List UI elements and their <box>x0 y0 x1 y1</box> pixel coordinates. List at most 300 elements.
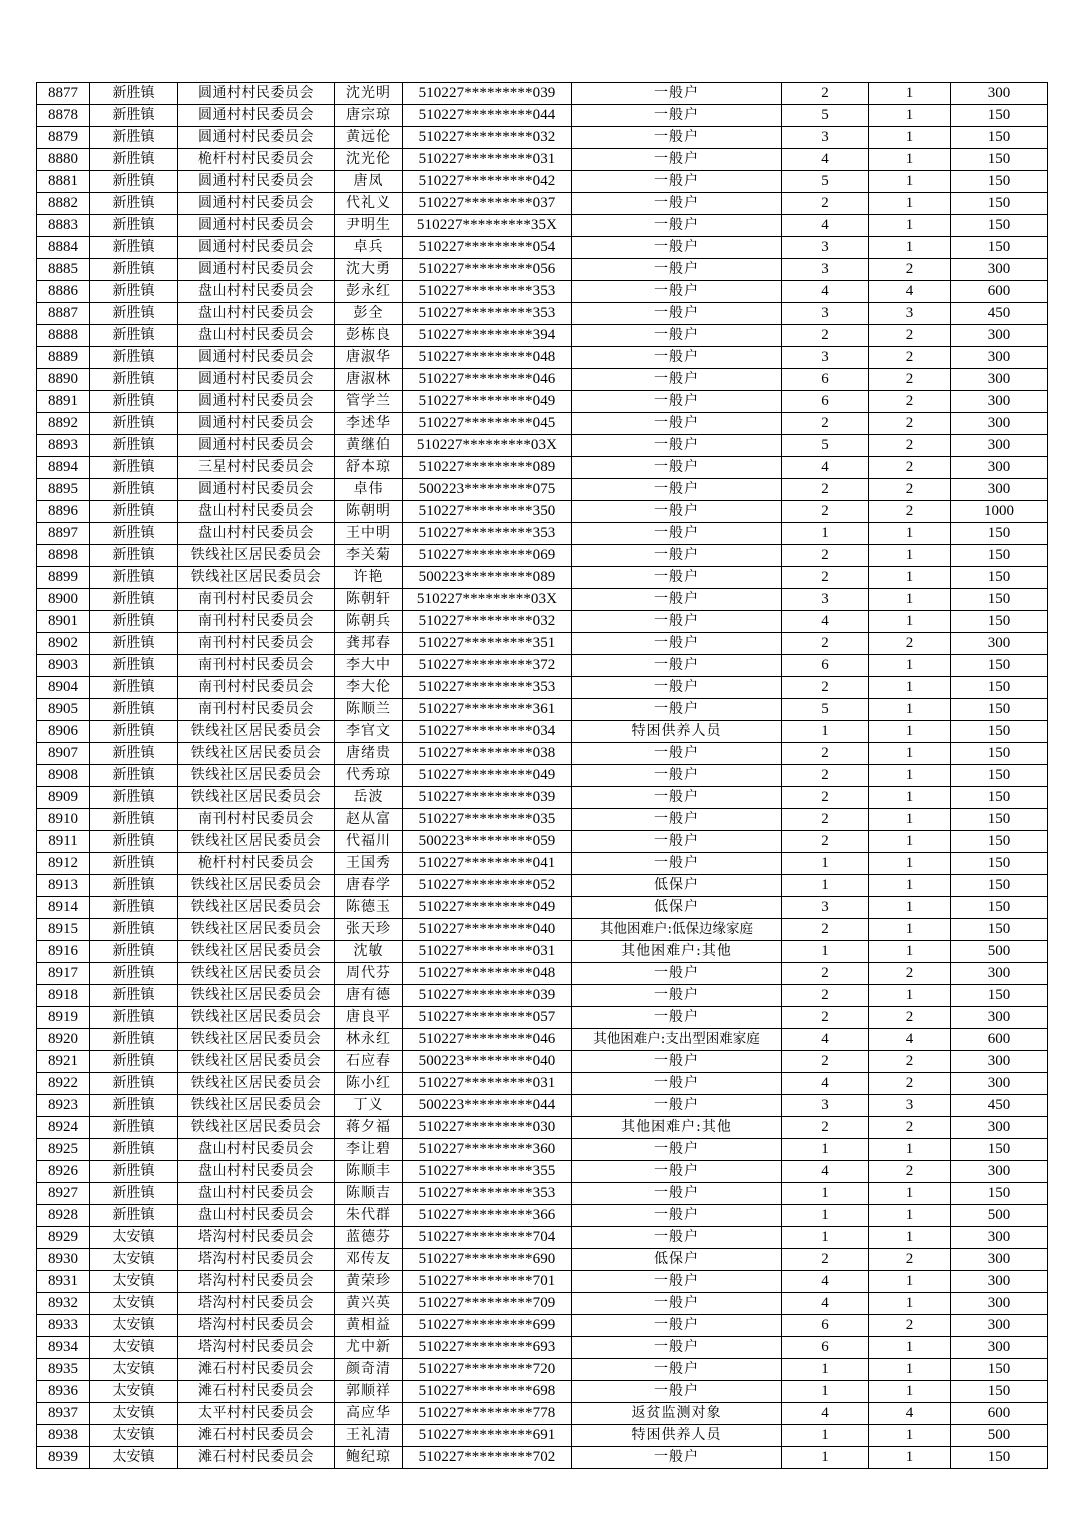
household-size-cell: 2 <box>782 501 869 523</box>
name-cell: 李让碧 <box>335 1139 403 1161</box>
household-size-cell: 2 <box>782 765 869 787</box>
id-number-cell: 510227*********048 <box>403 963 572 985</box>
household-type-cell: 一般户 <box>572 501 782 523</box>
amount-cell: 300 <box>951 963 1048 985</box>
id-number-cell: 510227*********353 <box>403 303 572 325</box>
household-type-cell: 一般户 <box>572 457 782 479</box>
row-number-cell: 8926 <box>37 1161 90 1183</box>
aided-persons-cell: 1 <box>869 809 951 831</box>
aided-persons-cell: 2 <box>869 1117 951 1139</box>
row-number-cell: 8905 <box>37 699 90 721</box>
household-type-cell: 一般户 <box>572 963 782 985</box>
table-row <box>37 237 1048 259</box>
town-cell: 新胜镇 <box>90 281 178 303</box>
name-cell: 李大伦 <box>335 677 403 699</box>
town-cell: 新胜镇 <box>90 1161 178 1183</box>
household-size-cell: 4 <box>782 281 869 303</box>
committee-cell: 铁线社区居民委员会 <box>178 1073 335 1095</box>
household-size-cell: 1 <box>782 1139 869 1161</box>
row-number-cell: 8893 <box>37 435 90 457</box>
committee-cell: 圆通村村民委员会 <box>178 171 335 193</box>
table-row <box>37 1007 1048 1029</box>
household-size-cell: 4 <box>782 1029 869 1051</box>
household-type-cell: 一般户 <box>572 611 782 633</box>
aided-persons-cell: 2 <box>869 347 951 369</box>
table-row <box>37 1095 1048 1117</box>
amount-cell: 300 <box>951 347 1048 369</box>
id-number-cell: 500223*********075 <box>403 479 572 501</box>
aided-persons-cell: 4 <box>869 281 951 303</box>
row-number-cell: 8912 <box>37 853 90 875</box>
table-row <box>37 149 1048 171</box>
id-number-cell: 510227*********353 <box>403 677 572 699</box>
town-cell: 新胜镇 <box>90 677 178 699</box>
household-size-cell: 1 <box>782 941 869 963</box>
committee-cell: 圆通村村民委员会 <box>178 259 335 281</box>
name-cell: 唐良平 <box>335 1007 403 1029</box>
amount-cell: 450 <box>951 303 1048 325</box>
id-number-cell: 510227*********031 <box>403 1073 572 1095</box>
table-row <box>37 699 1048 721</box>
amount-cell: 150 <box>951 809 1048 831</box>
id-number-cell: 510227*********041 <box>403 853 572 875</box>
row-number-cell: 8939 <box>37 1447 90 1469</box>
table-row <box>37 303 1048 325</box>
town-cell: 新胜镇 <box>90 963 178 985</box>
id-number-cell: 510227*********709 <box>403 1293 572 1315</box>
id-number-cell: 510227*********361 <box>403 699 572 721</box>
amount-cell: 150 <box>951 523 1048 545</box>
household-type-cell: 一般户 <box>572 1359 782 1381</box>
household-type-cell: 一般户 <box>572 523 782 545</box>
committee-cell: 圆通村村民委员会 <box>178 369 335 391</box>
aided-persons-cell: 1 <box>869 1337 951 1359</box>
committee-cell: 圆通村村民委员会 <box>178 413 335 435</box>
row-number-cell: 8882 <box>37 193 90 215</box>
aided-persons-cell: 1 <box>869 215 951 237</box>
household-size-cell: 2 <box>782 193 869 215</box>
id-number-cell: 510227*********693 <box>403 1337 572 1359</box>
amount-cell: 1000 <box>951 501 1048 523</box>
name-cell: 尤中新 <box>335 1337 403 1359</box>
name-cell: 代秀琼 <box>335 765 403 787</box>
aided-persons-cell: 2 <box>869 1249 951 1271</box>
household-type-cell: 一般户 <box>572 215 782 237</box>
table-row <box>37 281 1048 303</box>
name-cell: 黄相益 <box>335 1315 403 1337</box>
name-cell: 黄远伦 <box>335 127 403 149</box>
row-number-cell: 8886 <box>37 281 90 303</box>
committee-cell: 铁线社区居民委员会 <box>178 567 335 589</box>
committee-cell: 圆通村村民委员会 <box>178 105 335 127</box>
id-number-cell: 510227*********030 <box>403 1117 572 1139</box>
aided-persons-cell: 1 <box>869 1205 951 1227</box>
amount-cell: 150 <box>951 853 1048 875</box>
name-cell: 李官文 <box>335 721 403 743</box>
household-size-cell: 1 <box>782 875 869 897</box>
committee-cell: 铁线社区居民委员会 <box>178 545 335 567</box>
id-number-cell: 510227*********032 <box>403 611 572 633</box>
town-cell: 新胜镇 <box>90 765 178 787</box>
table-row <box>37 897 1048 919</box>
row-number-cell: 8916 <box>37 941 90 963</box>
name-cell: 陈朝兵 <box>335 611 403 633</box>
household-size-cell: 3 <box>782 589 869 611</box>
household-size-cell: 3 <box>782 237 869 259</box>
committee-cell: 塔沟村村民委员会 <box>178 1227 335 1249</box>
name-cell: 彭全 <box>335 303 403 325</box>
id-number-cell: 510227*********046 <box>403 1029 572 1051</box>
name-cell: 沈大勇 <box>335 259 403 281</box>
household-type-cell: 一般户 <box>572 1447 782 1469</box>
id-number-cell: 510227*********045 <box>403 413 572 435</box>
row-number-cell: 8933 <box>37 1315 90 1337</box>
town-cell: 新胜镇 <box>90 875 178 897</box>
committee-cell: 盘山村村民委员会 <box>178 325 335 347</box>
name-cell: 代福川 <box>335 831 403 853</box>
name-cell: 黄继伯 <box>335 435 403 457</box>
amount-cell: 300 <box>951 1271 1048 1293</box>
row-number-cell: 8883 <box>37 215 90 237</box>
table-row <box>37 985 1048 1007</box>
table-row <box>37 1293 1048 1315</box>
name-cell: 卓伟 <box>335 479 403 501</box>
table-row <box>37 1205 1048 1227</box>
name-cell: 沈光伦 <box>335 149 403 171</box>
row-number-cell: 8877 <box>37 83 90 105</box>
aided-persons-cell: 4 <box>869 1403 951 1425</box>
household-size-cell: 1 <box>782 1359 869 1381</box>
town-cell: 新胜镇 <box>90 1073 178 1095</box>
committee-cell: 铁线社区居民委员会 <box>178 919 335 941</box>
town-cell: 太安镇 <box>90 1425 178 1447</box>
row-number-cell: 8879 <box>37 127 90 149</box>
table-row <box>37 611 1048 633</box>
row-number-cell: 8899 <box>37 567 90 589</box>
row-number-cell: 8915 <box>37 919 90 941</box>
name-cell: 陈顺兰 <box>335 699 403 721</box>
town-cell: 新胜镇 <box>90 303 178 325</box>
table-row <box>37 963 1048 985</box>
household-size-cell: 2 <box>782 743 869 765</box>
name-cell: 唐凤 <box>335 171 403 193</box>
aided-persons-cell: 1 <box>869 105 951 127</box>
town-cell: 新胜镇 <box>90 325 178 347</box>
id-number-cell: 510227*********355 <box>403 1161 572 1183</box>
table-row <box>37 1249 1048 1271</box>
id-number-cell: 510227*********351 <box>403 633 572 655</box>
id-number-cell: 510227*********031 <box>403 941 572 963</box>
household-type-cell: 一般户 <box>572 633 782 655</box>
amount-cell: 300 <box>951 1315 1048 1337</box>
committee-cell: 盘山村村民委员会 <box>178 1205 335 1227</box>
amount-cell: 150 <box>951 237 1048 259</box>
aided-persons-cell: 2 <box>869 369 951 391</box>
aided-persons-cell: 2 <box>869 413 951 435</box>
row-number-cell: 8887 <box>37 303 90 325</box>
amount-cell: 300 <box>951 457 1048 479</box>
id-number-cell: 510227*********702 <box>403 1447 572 1469</box>
household-size-cell: 4 <box>782 215 869 237</box>
household-size-cell: 2 <box>782 325 869 347</box>
id-number-cell: 510227*********704 <box>403 1227 572 1249</box>
household-type-cell: 一般户 <box>572 985 782 1007</box>
name-cell: 蒋夕福 <box>335 1117 403 1139</box>
table-row <box>37 743 1048 765</box>
household-size-cell: 1 <box>782 1183 869 1205</box>
town-cell: 新胜镇 <box>90 435 178 457</box>
household-size-cell: 5 <box>782 105 869 127</box>
household-size-cell: 2 <box>782 413 869 435</box>
table-row <box>37 853 1048 875</box>
id-number-cell: 510227*********035 <box>403 809 572 831</box>
aided-persons-cell: 3 <box>869 303 951 325</box>
id-number-cell: 510227*********690 <box>403 1249 572 1271</box>
committee-cell: 南刊村村民委员会 <box>178 699 335 721</box>
committee-cell: 铁线社区居民委员会 <box>178 1029 335 1051</box>
row-number-cell: 8931 <box>37 1271 90 1293</box>
row-number-cell: 8936 <box>37 1381 90 1403</box>
household-type-cell: 一般户 <box>572 1007 782 1029</box>
household-type-cell: 一般户 <box>572 655 782 677</box>
household-size-cell: 4 <box>782 611 869 633</box>
row-number-cell: 8909 <box>37 787 90 809</box>
committee-cell: 盘山村村民委员会 <box>178 1183 335 1205</box>
id-number-cell: 510227*********057 <box>403 1007 572 1029</box>
amount-cell: 150 <box>951 215 1048 237</box>
amount-cell: 300 <box>951 1337 1048 1359</box>
town-cell: 新胜镇 <box>90 699 178 721</box>
amount-cell: 150 <box>951 1183 1048 1205</box>
aided-persons-cell: 1 <box>869 831 951 853</box>
committee-cell: 圆通村村民委员会 <box>178 479 335 501</box>
household-type-cell: 一般户 <box>572 83 782 105</box>
aided-persons-cell: 2 <box>869 501 951 523</box>
table-row <box>37 479 1048 501</box>
aided-persons-cell: 2 <box>869 1315 951 1337</box>
id-number-cell: 510227*********052 <box>403 875 572 897</box>
row-number-cell: 8897 <box>37 523 90 545</box>
id-number-cell: 510227*********720 <box>403 1359 572 1381</box>
town-cell: 新胜镇 <box>90 655 178 677</box>
row-number-cell: 8900 <box>37 589 90 611</box>
row-number-cell: 8925 <box>37 1139 90 1161</box>
household-type-cell: 一般户 <box>572 545 782 567</box>
table-row <box>37 677 1048 699</box>
committee-cell: 太平村村民委员会 <box>178 1403 335 1425</box>
row-number-cell: 8889 <box>37 347 90 369</box>
name-cell: 赵从富 <box>335 809 403 831</box>
row-number-cell: 8932 <box>37 1293 90 1315</box>
town-cell: 太安镇 <box>90 1249 178 1271</box>
name-cell: 许艳 <box>335 567 403 589</box>
table-row <box>37 1359 1048 1381</box>
amount-cell: 150 <box>951 721 1048 743</box>
household-size-cell: 2 <box>782 83 869 105</box>
row-number-cell: 8930 <box>37 1249 90 1271</box>
amount-cell: 600 <box>951 1403 1048 1425</box>
committee-cell: 铁线社区居民委员会 <box>178 985 335 1007</box>
committee-cell: 滩石村村民委员会 <box>178 1447 335 1469</box>
aided-persons-cell: 1 <box>869 237 951 259</box>
name-cell: 丁义 <box>335 1095 403 1117</box>
household-size-cell: 2 <box>782 567 869 589</box>
row-number-cell: 8892 <box>37 413 90 435</box>
committee-cell: 圆通村村民委员会 <box>178 237 335 259</box>
name-cell: 管学兰 <box>335 391 403 413</box>
id-number-cell: 510227*********353 <box>403 523 572 545</box>
committee-cell: 南刊村村民委员会 <box>178 809 335 831</box>
row-number-cell: 8920 <box>37 1029 90 1051</box>
household-size-cell: 2 <box>782 787 869 809</box>
table-row <box>37 171 1048 193</box>
household-size-cell: 2 <box>782 985 869 1007</box>
id-number-cell: 510227*********03X <box>403 589 572 611</box>
id-number-cell: 510227*********039 <box>403 985 572 1007</box>
id-number-cell: 510227*********044 <box>403 105 572 127</box>
household-type-cell: 一般户 <box>572 1271 782 1293</box>
amount-cell: 300 <box>951 1117 1048 1139</box>
town-cell: 新胜镇 <box>90 919 178 941</box>
table-row <box>37 633 1048 655</box>
id-number-cell: 510227*********049 <box>403 391 572 413</box>
town-cell: 新胜镇 <box>90 787 178 809</box>
committee-cell: 圆通村村民委员会 <box>178 193 335 215</box>
household-size-cell: 6 <box>782 369 869 391</box>
name-cell: 卓兵 <box>335 237 403 259</box>
id-number-cell: 510227*********042 <box>403 171 572 193</box>
committee-cell: 铁线社区居民委员会 <box>178 897 335 919</box>
name-cell: 鲍纪琼 <box>335 1447 403 1469</box>
aided-persons-cell: 1 <box>869 1381 951 1403</box>
aided-persons-cell: 1 <box>869 1293 951 1315</box>
id-number-cell: 510227*********038 <box>403 743 572 765</box>
committee-cell: 南刊村村民委员会 <box>178 633 335 655</box>
name-cell: 彭栋良 <box>335 325 403 347</box>
row-number-cell: 8895 <box>37 479 90 501</box>
amount-cell: 300 <box>951 1161 1048 1183</box>
aided-persons-cell: 2 <box>869 391 951 413</box>
name-cell: 龚邦春 <box>335 633 403 655</box>
name-cell: 唐宗琼 <box>335 105 403 127</box>
row-number-cell: 8918 <box>37 985 90 1007</box>
town-cell: 新胜镇 <box>90 897 178 919</box>
town-cell: 新胜镇 <box>90 567 178 589</box>
household-size-cell: 2 <box>782 1051 869 1073</box>
id-number-cell: 510227*********394 <box>403 325 572 347</box>
amount-cell: 500 <box>951 941 1048 963</box>
amount-cell: 300 <box>951 1249 1048 1271</box>
household-type-cell: 一般户 <box>572 743 782 765</box>
household-type-cell: 一般户 <box>572 479 782 501</box>
aided-persons-cell: 2 <box>869 457 951 479</box>
row-number-cell: 8917 <box>37 963 90 985</box>
amount-cell: 300 <box>951 1051 1048 1073</box>
id-number-cell: 510227*********701 <box>403 1271 572 1293</box>
committee-cell: 圆通村村民委员会 <box>178 391 335 413</box>
name-cell: 王礼清 <box>335 1425 403 1447</box>
household-size-cell: 5 <box>782 435 869 457</box>
committee-cell: 南刊村村民委员会 <box>178 611 335 633</box>
aided-persons-cell: 1 <box>869 853 951 875</box>
household-type-cell: 一般户 <box>572 787 782 809</box>
household-size-cell: 2 <box>782 633 869 655</box>
name-cell: 林永红 <box>335 1029 403 1051</box>
table-row <box>37 1227 1048 1249</box>
household-size-cell: 2 <box>782 677 869 699</box>
town-cell: 新胜镇 <box>90 831 178 853</box>
aided-persons-cell: 2 <box>869 1007 951 1029</box>
row-number-cell: 8927 <box>37 1183 90 1205</box>
table-row <box>37 193 1048 215</box>
name-cell: 李大中 <box>335 655 403 677</box>
amount-cell: 300 <box>951 435 1048 457</box>
aided-persons-cell: 1 <box>869 83 951 105</box>
committee-cell: 铁线社区居民委员会 <box>178 875 335 897</box>
table-row <box>37 1381 1048 1403</box>
aided-persons-cell: 2 <box>869 1051 951 1073</box>
table-row <box>37 1403 1048 1425</box>
amount-cell: 300 <box>951 1227 1048 1249</box>
town-cell: 太安镇 <box>90 1337 178 1359</box>
name-cell: 王中明 <box>335 523 403 545</box>
row-number-cell: 8906 <box>37 721 90 743</box>
committee-cell: 铁线社区居民委员会 <box>178 787 335 809</box>
town-cell: 新胜镇 <box>90 83 178 105</box>
household-type-cell: 特困供养人员 <box>572 721 782 743</box>
household-size-cell: 1 <box>782 1205 869 1227</box>
row-number-cell: 8934 <box>37 1337 90 1359</box>
table-row <box>37 1315 1048 1337</box>
committee-cell: 南刊村村民委员会 <box>178 589 335 611</box>
table-row <box>37 831 1048 853</box>
aided-persons-cell: 2 <box>869 963 951 985</box>
amount-cell: 150 <box>951 655 1048 677</box>
aided-persons-cell: 1 <box>869 589 951 611</box>
household-size-cell: 2 <box>782 809 869 831</box>
name-cell: 张天珍 <box>335 919 403 941</box>
household-type-cell: 一般户 <box>572 1315 782 1337</box>
household-size-cell: 1 <box>782 523 869 545</box>
id-number-cell: 510227*********353 <box>403 281 572 303</box>
committee-cell: 铁线社区居民委员会 <box>178 1007 335 1029</box>
aided-persons-cell: 1 <box>869 1183 951 1205</box>
amount-cell: 300 <box>951 391 1048 413</box>
town-cell: 新胜镇 <box>90 501 178 523</box>
town-cell: 新胜镇 <box>90 259 178 281</box>
aided-persons-cell: 2 <box>869 435 951 457</box>
household-type-cell: 一般户 <box>572 127 782 149</box>
table-row <box>37 1271 1048 1293</box>
town-cell: 新胜镇 <box>90 457 178 479</box>
household-type-cell: 一般户 <box>572 1183 782 1205</box>
town-cell: 太安镇 <box>90 1381 178 1403</box>
id-number-cell: 500223*********044 <box>403 1095 572 1117</box>
town-cell: 太安镇 <box>90 1403 178 1425</box>
household-size-cell: 1 <box>782 721 869 743</box>
aided-persons-cell: 2 <box>869 479 951 501</box>
amount-cell: 150 <box>951 149 1048 171</box>
town-cell: 新胜镇 <box>90 347 178 369</box>
household-type-cell: 一般户 <box>572 809 782 831</box>
committee-cell: 塔沟村村民委员会 <box>178 1315 335 1337</box>
town-cell: 新胜镇 <box>90 215 178 237</box>
name-cell: 陈朝明 <box>335 501 403 523</box>
name-cell: 李述华 <box>335 413 403 435</box>
household-size-cell: 2 <box>782 1007 869 1029</box>
amount-cell: 150 <box>951 919 1048 941</box>
table-row <box>37 919 1048 941</box>
